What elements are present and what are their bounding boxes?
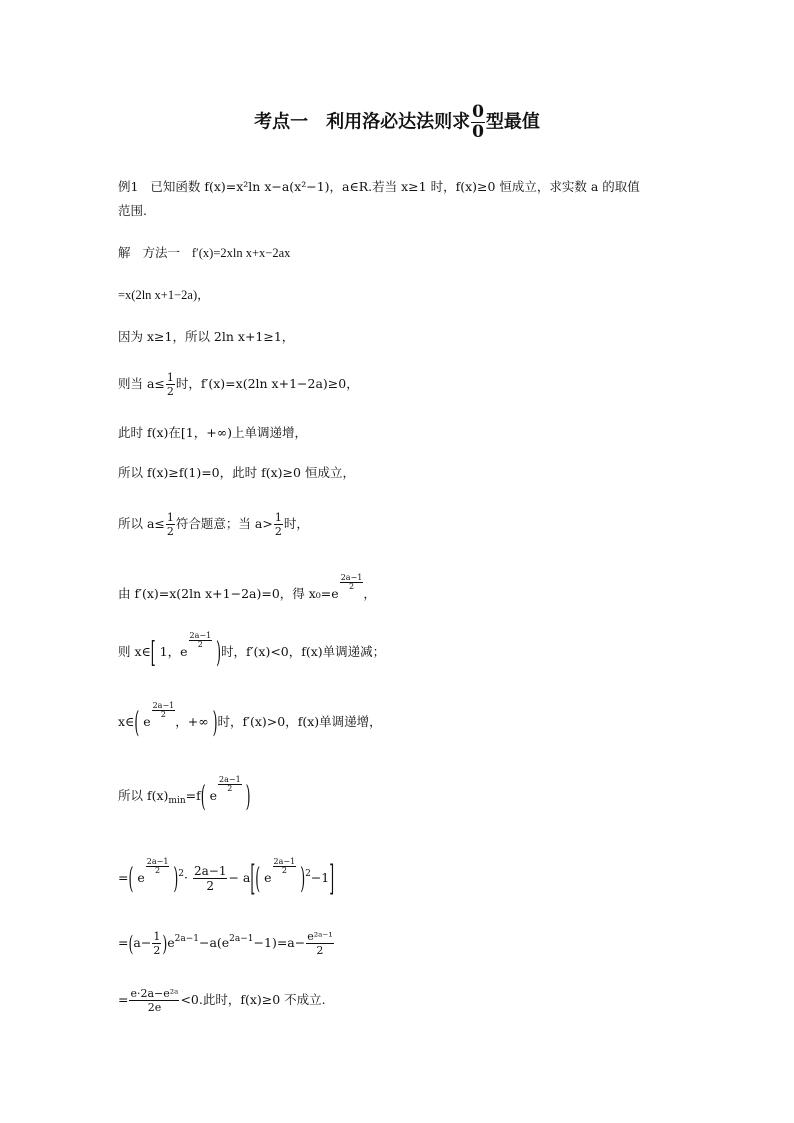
- title-fraction: $\frac{0}{0}$: [472, 102, 484, 142]
- exponent-fraction: $\frac{2a-1}{2}$: [146, 857, 169, 875]
- problem-label: 例1: [118, 179, 139, 194]
- final-fraction: $\frac{\text{e·2a−e²ᵃ}}{2e}$: [130, 987, 179, 1014]
- method-label: 方法一: [142, 245, 180, 260]
- problem-text: 已知函数 f(x)=x²ln x−a(x²−1)，a∈R.若当 x≥1 时，f(x)≥0 恒成立，求实数 a 的取值: [150, 179, 640, 194]
- solution-line-2: =x(2ln x+1−2a)，: [118, 288, 210, 302]
- half-fraction: $\frac{1}{2}$: [166, 511, 174, 538]
- half-fraction: $\frac{1}{2}$: [274, 511, 282, 538]
- solution-line-12: =( e $\frac{2a-1}{2}$ )$^2$· $\frac{2a-1}{2}$ − a[( e $\frac{2a-1}{2}$ )$^2$−1]: [118, 856, 335, 899]
- solution-line-9: 则 x∈[ 1，e $\frac{2a-1}{2}$ )时，f′(x)<0，f(x)单调递减；: [118, 631, 386, 669]
- solution-line-14: = $\frac{\text{e·2a−e²ᵃ}}{2e}$ <0.此时，f(x)≥0 不成立.: [118, 987, 326, 1014]
- solution-line-4: 则当 a≤ $\frac{1}{2}$ 时，f′(x)=x(2ln x+1−2a)≥0，: [118, 371, 359, 398]
- exponent-fraction: $\frac{2a-1}{2}$: [273, 857, 296, 875]
- solution-line-13: =(a− $\frac{1}{2}$ )$e^{2a-1}-a(e^{2a-1}-1)=a-$ $\frac{\text{e²ᵃ⁻¹}}{2}$: [118, 929, 333, 957]
- exponent-fraction: $\frac{2a-1}{2}$: [189, 631, 212, 649]
- solution-line-6: 所以 f(x)≥f(1)=0，此时 f(x)≥0 恒成立，: [118, 465, 355, 480]
- solution-line-7: 所以 a≤ $\frac{1}{2}$ 符合题意；当 a> $\frac{1}{2}$ 时，: [118, 511, 309, 538]
- half-fraction: $\frac{1}{2}$: [166, 371, 174, 398]
- solution-line-11: 所以 $f(x)_{min}=f$( e $\frac{2a-1}{2}$ ): [118, 775, 251, 813]
- section-title: 考点一 利用洛必达法则求 $\frac{0}{0}$ 型最值: [254, 102, 540, 142]
- problem-line-1: [118, 178, 640, 196]
- exponent-fraction: $\frac{2a-1}{2}$: [340, 573, 363, 591]
- solution-line-10: x∈( e $\frac{2a-1}{2}$ ，+∞ )时，f′(x)>0，f(x)单调递增，: [118, 701, 382, 739]
- coefficient-fraction: $\frac{2a-1}{2}$: [193, 864, 227, 893]
- solution-label: 解: [118, 245, 131, 260]
- exponent-fraction: $\frac{2a-1}{2}$: [152, 701, 175, 719]
- half-fraction: $\frac{1}{2}$: [153, 930, 161, 957]
- problem-line-2: 范围.: [118, 203, 147, 218]
- exponent-fraction: $\frac{2a-1}{2}$: [219, 775, 241, 793]
- solution-line-8: 由 f′(x)=x(2ln x+1−2a)=0，得 x₀=e $\frac{2a-1}{2}$ ，: [118, 573, 376, 601]
- solution-line-3: 因为 x≥1，所以 2ln x+1≥1，: [118, 329, 295, 344]
- exp-over-two-fraction: $\frac{\text{e²ᵃ⁻¹}}{2}$: [307, 930, 333, 957]
- solution-line-1: 解 方法一 f′(x)=2xln x+x−2ax: [118, 245, 291, 260]
- solution-line-5: 此时 f(x)在[1，+∞)上单调递增，: [118, 425, 307, 440]
